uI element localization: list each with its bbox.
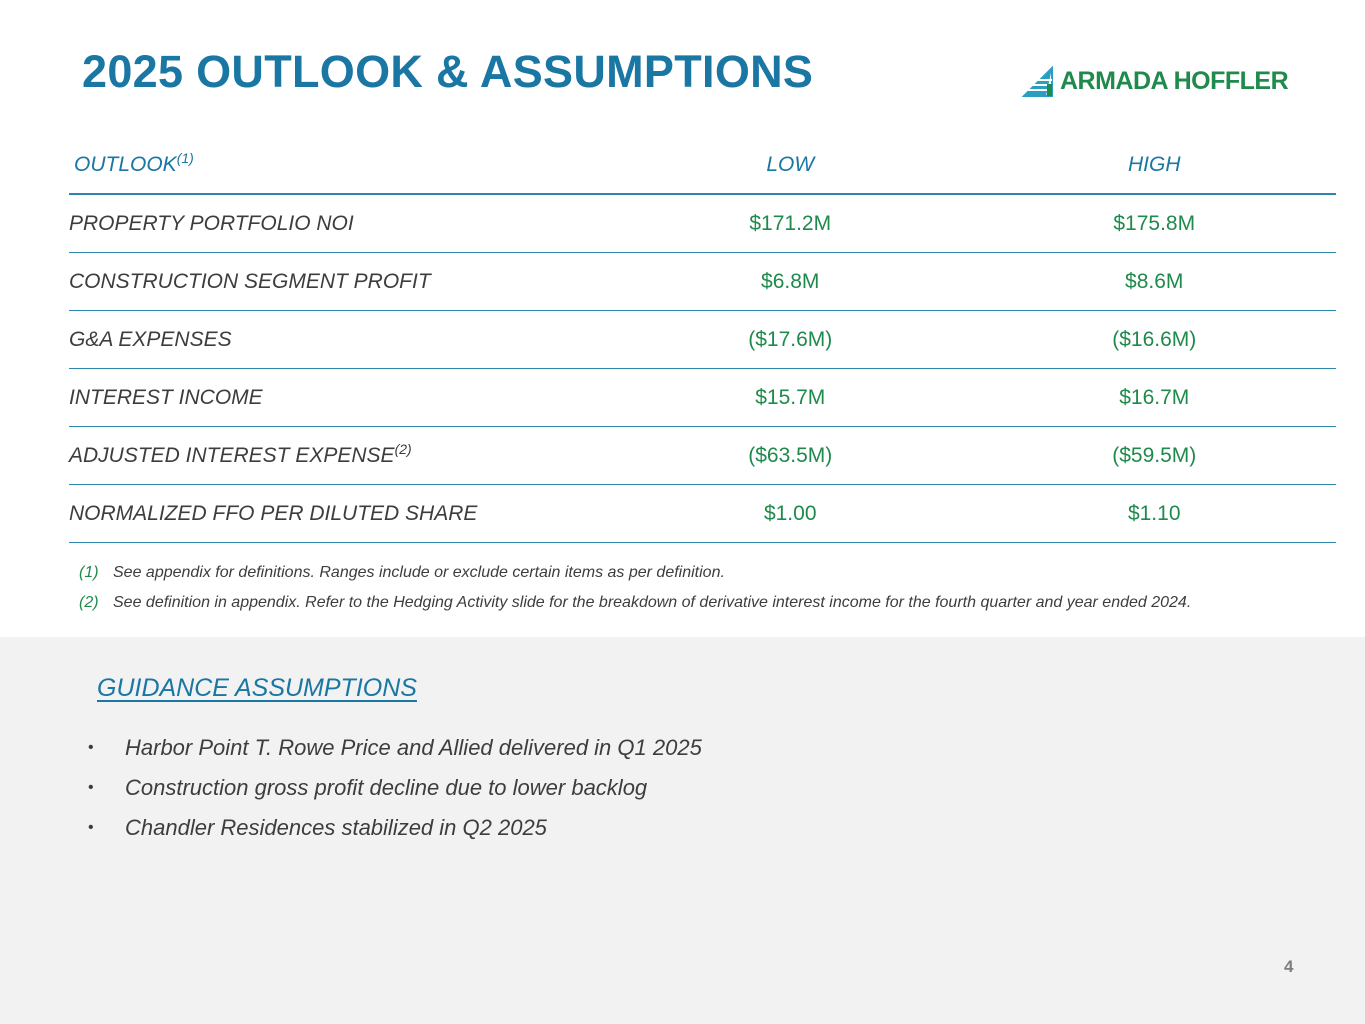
footnote-2 [79,588,1191,618]
table-row [69,194,1336,253]
row-label: INTEREST INCOME [69,369,608,427]
company-logo [1022,62,1288,100]
footnote-number: (1) [79,564,99,581]
assumption-text: Harbor Point T. Rowe Price and Allied delivered in Q1 2025 [125,735,702,760]
row-label: G&A EXPENSES [69,311,608,369]
table-header-row [69,136,1336,194]
row-high-value: ($59.5M) [972,427,1336,485]
table-row [69,253,1336,311]
row-high-value: $1.10 [972,485,1336,543]
row-low-value: ($17.6M) [608,311,972,369]
bullet-icon: • [88,819,94,836]
guidance-assumptions-title: GUIDANCE ASSUMPTIONS [97,674,417,702]
footnote-1 [79,558,1191,588]
table-row [69,485,1336,543]
row-label: CONSTRUCTION SEGMENT PROFIT [69,253,608,311]
row-low-value: $171.2M [608,194,972,253]
footnote-number: (2) [79,594,99,611]
armada-hoffler-logo-icon [1022,64,1056,98]
page-title: 2025 OUTLOOK & ASSUMPTIONS [82,46,814,97]
bullet-icon: • [88,739,94,756]
assumption-text: Chandler Residences stabilized in Q2 2025 [125,815,547,840]
list-item [85,728,702,768]
bullet-icon: • [88,779,94,796]
footnote-text: See definition in appendix. Refer to the Hedging Activity slide for the breakdown of derivative interest income for the fourth quarter and year ended 2024. [113,594,1192,611]
list-item [85,808,702,848]
assumption-text: Construction gross profit decline due to lower backlog [125,775,648,800]
row-high-value: $8.6M [972,253,1336,311]
row-low-value: $15.7M [608,369,972,427]
logo-wordmark: ARMADA HOFFLER [1060,66,1289,95]
list-item [85,768,702,808]
table-row [69,311,1336,369]
row-low-value: $1.00 [608,485,972,543]
table-row [69,369,1336,427]
row-low-value: ($63.5M) [608,427,972,485]
outlook-table [69,136,1336,543]
footnote-text: See appendix for definitions. Ranges include or exclude certain items as per definition. [113,564,725,581]
footnotes [79,558,1191,618]
row-label: ADJUSTED INTEREST EXPENSE$^{(2)}$ [69,427,608,485]
header-low: LOW [608,136,972,194]
header-outlook: OUTLOOK$^{(1)}$ [69,136,608,194]
assumptions-list [85,728,702,848]
row-high-value: $175.8M [972,194,1336,253]
row-label: NORMALIZED FFO PER DILUTED SHARE [69,485,608,543]
row-low-value: $6.8M [608,253,972,311]
page-number: 4 [1284,957,1294,976]
table-row [69,427,1336,485]
header-high: HIGH [972,136,1336,194]
row-high-value: $16.7M [972,369,1336,427]
row-high-value: ($16.6M) [972,311,1336,369]
row-label: PROPERTY PORTFOLIO NOI [69,194,608,253]
